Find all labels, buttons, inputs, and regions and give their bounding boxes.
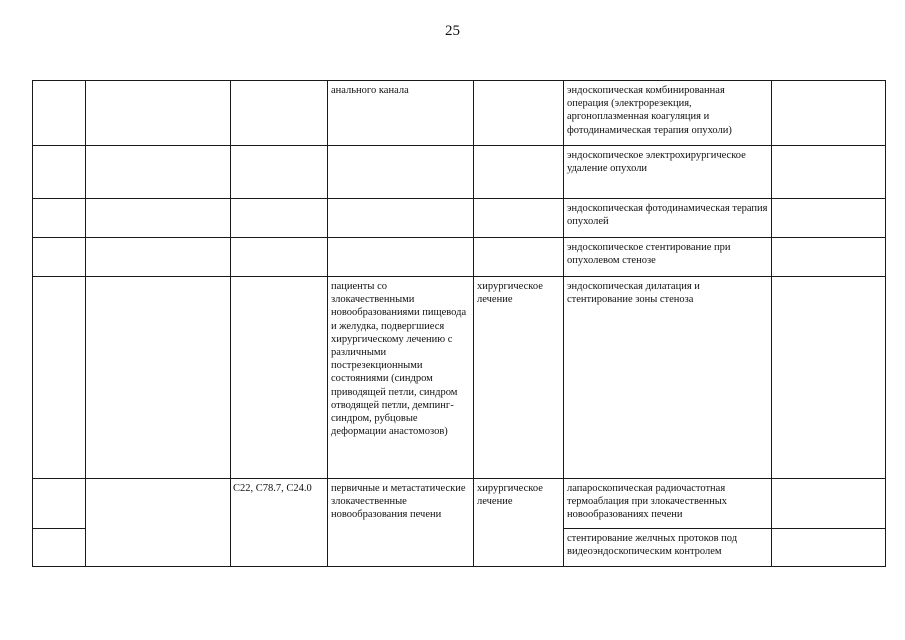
medical-procedures-table	[32, 80, 886, 567]
table-cell-treatment-method: эндоскопическая дилатация и стентирование зоны стеноза	[564, 277, 772, 479]
table-cell-number	[33, 199, 86, 238]
table-cell-number	[33, 277, 86, 479]
table-row	[33, 479, 886, 529]
table-cell-number	[33, 479, 86, 529]
table-cell-icd-code	[231, 238, 328, 277]
table-cell-extra	[772, 238, 886, 277]
table-cell-icd-code	[231, 199, 328, 238]
table-cell-patient-model: первичные и метастатические злокачественные новообразования печени	[328, 479, 474, 567]
table-cell-profile	[86, 81, 231, 146]
table-cell-icd-code	[231, 81, 328, 146]
table-cell-icd-code	[231, 146, 328, 199]
table-cell-number	[33, 529, 86, 567]
table-cell-treatment-method: лапароскопическая радиочастотная термоаблация при злокачественных новообразованиях печени	[564, 479, 772, 529]
table-row	[33, 81, 886, 146]
page-number: 25	[445, 23, 460, 39]
table-cell-treatment-type	[474, 146, 564, 199]
table-cell-treatment-type: хирургическое лечение	[474, 277, 564, 479]
table-row	[33, 146, 886, 199]
table-cell-extra	[772, 277, 886, 479]
table-cell-treatment-type	[474, 81, 564, 146]
table-cell-profile	[86, 479, 231, 567]
table-cell-extra	[772, 199, 886, 238]
table-cell-profile	[86, 146, 231, 199]
table-cell-patient-model	[328, 238, 474, 277]
table-cell-treatment-method: эндоскопическое электрохирургическое удаление опухоли	[564, 146, 772, 199]
table-cell-icd-code	[231, 277, 328, 479]
table-cell-treatment-method: эндоскопическая фотодинамическая терапия опухолей	[564, 199, 772, 238]
table-cell-extra	[772, 529, 886, 567]
table-cell-profile	[86, 277, 231, 479]
table-cell-treatment-type	[474, 238, 564, 277]
table-cell-icd-code: C22, C78.7, C24.0	[231, 479, 328, 567]
table-cell-patient-model	[328, 146, 474, 199]
table-cell-extra	[772, 81, 886, 146]
table-cell-number	[33, 146, 86, 199]
table-cell-treatment-type	[474, 199, 564, 238]
table-row	[33, 238, 886, 277]
table-cell-extra	[772, 479, 886, 529]
table-cell-profile	[86, 199, 231, 238]
table-cell-treatment-type: хирургическое лечение	[474, 479, 564, 567]
table-cell-patient-model: анального канала	[328, 81, 474, 146]
table-row	[33, 277, 886, 479]
table-cell-number	[33, 81, 86, 146]
table-cell-extra	[772, 146, 886, 199]
table-cell-patient-model: пациенты со злокачественными новообразованиями пищевода и желудка, подвергшиеся хирургическому лечению с различными пострезекционными состояниями (синдром приводящей петли, синдром отводящей петли, демпинг-синдром, рубцовые деформации анастомозов)	[328, 277, 474, 479]
table-cell-number	[33, 238, 86, 277]
table-cell-treatment-method: эндоскопическая комбинированная операция (электрорезекция, аргоноплазменная коагуляция и фотодинамическая терапия опухоли)	[564, 81, 772, 146]
table-row	[33, 199, 886, 238]
table-cell-treatment-method: стентирование желчных протоков под видеоэндоскопическим контролем	[564, 529, 772, 567]
table-cell-profile	[86, 238, 231, 277]
table-cell-treatment-method: эндоскопическое стентирование при опухолевом стенозе	[564, 238, 772, 277]
table-cell-patient-model	[328, 199, 474, 238]
